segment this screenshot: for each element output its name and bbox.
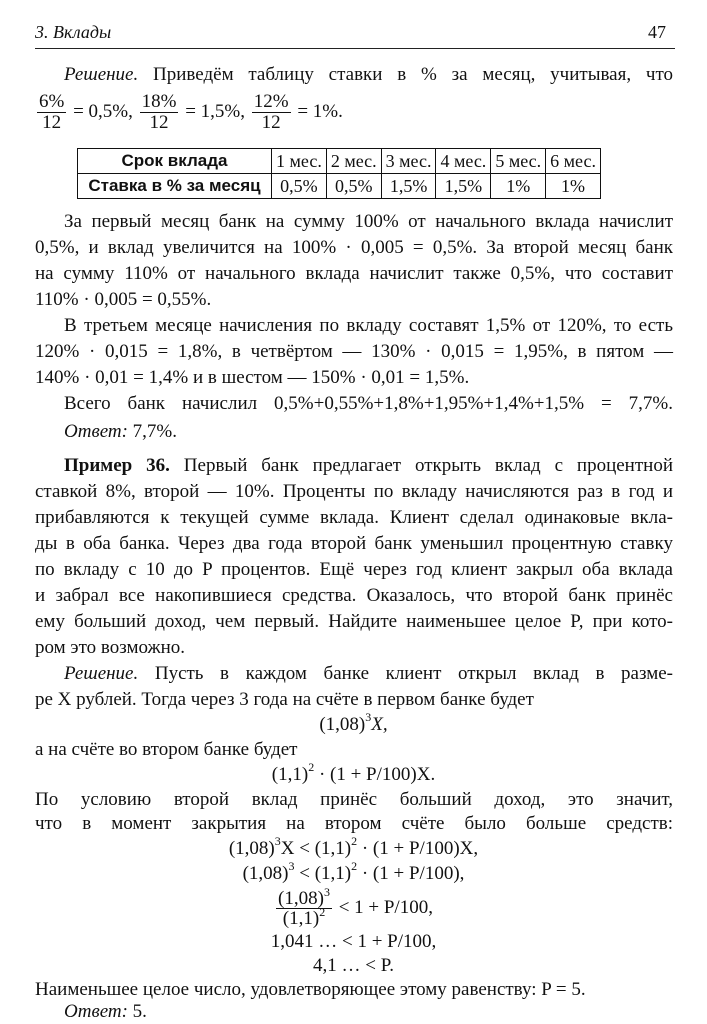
text-line: и забрал все накопившиеся средства. Оказалось, что второй банк принёс	[35, 585, 673, 606]
text-line: 0,5%, и вклад увеличится на 100% · 0,005 = 0,5%. За второй месяц банк	[35, 237, 673, 258]
formula: $(1,08)^3X$,	[319, 710, 388, 735]
table-cell: 3 мес.	[381, 149, 436, 174]
text-line: За первый месяц банк на сумму 100% от начального вклада начислит	[64, 211, 673, 232]
table-cell: 0,5%	[272, 174, 327, 199]
text-line: 110% · 0,005 = 0,55%.	[35, 289, 212, 310]
text-line: ставкой 8%, второй — 10%. Проценты по вкладу начисляются раз в год и	[35, 481, 673, 502]
fraction: $\frac{(1,08)^3}{(1,1)^2}$	[278, 885, 330, 930]
text-line: ром это возможно.	[35, 637, 186, 658]
solution-line: Решение. Пусть в каждом банке клиент открыл вклад в разме-	[64, 663, 673, 684]
text-line: ему больший доход, чем первый. Найдите наименьшее целое P, при кото-	[35, 611, 673, 632]
fraction: $\frac{18\%}{12}$	[141, 91, 177, 133]
text-line: на сумму 110% от начального вклада начислит также 0,5%, что составит	[35, 263, 673, 284]
text-line: что в момент закрытия на втором счёте было больше средств:	[35, 813, 673, 834]
header-rule	[35, 48, 675, 49]
table-cell: 2 мес.	[326, 149, 381, 174]
text-line: 140% · 0,01 = 1,4% и в шестом — 150% · 0,01 = 1,5%.	[35, 367, 470, 388]
conclusion-line: Наименьшее целое число, удовлетворяющее этому равенству: P = 5.	[35, 979, 586, 1000]
answer-line: Ответ: 5.	[64, 1001, 147, 1022]
formula: 1,041 … < 1 + P/100,	[270, 931, 437, 952]
formula: $\frac{(1,08)^3}{(1,1)^2}$ < 1 + P/100,	[278, 885, 433, 930]
text-line: 120% · 0,015 = 1,8%, в четвёртом — 130% · 0,015 = 1,95%, в пятом —	[35, 341, 673, 362]
table-cell: 0,5%	[326, 174, 381, 199]
text-line: По условию второй вклад принёс больший доход, это значит,	[35, 789, 673, 810]
example-line: Пример 36. Первый банк предлагает открыть вклад с процентной	[64, 455, 673, 476]
text-line: по вкладу с 10 до P процентов. Ещё через год клиент закрыл оба вклада	[35, 559, 673, 580]
table-cell: 6 мес.	[546, 149, 601, 174]
table-cell: 5 мес.	[491, 149, 546, 174]
table-cell: 1%	[546, 174, 601, 199]
table-cell: 1 мес.	[272, 149, 327, 174]
row-header: Срок вклада	[78, 149, 272, 174]
text-line: Всего банк начислил 0,5%+0,55%+1,8%+1,95%+1,4%+1,5% = 7,7%.	[64, 393, 673, 414]
formula: $(1,08)^3 < (1,1)^2 \cdot (1 + P/100)$,	[242, 859, 465, 884]
formula: $(1,1)^2 \cdot (1 + P/100)X$.	[271, 760, 436, 785]
table-cell: 1%	[491, 174, 546, 199]
answer-line: Ответ: 7,7%.	[64, 421, 177, 442]
table-cell: 1,5%	[381, 174, 436, 199]
table-row	[78, 149, 601, 174]
fractions-line: $\frac{6\%}{12}$ = 0,5%, $\frac{18\%}{12}$ = 1,5%, $\frac{12\%}{12}$ = 1%.	[39, 91, 343, 133]
table-cell: 1,5%	[436, 174, 491, 199]
chapter-title: 3. Вклады	[35, 22, 112, 42]
text-line: а на счёте во втором банке будет	[35, 739, 298, 760]
fraction: $\frac{6\%}{12}$	[39, 91, 65, 133]
solution-intro: Решение. Приведём таблицу ставки в % за месяц, учитывая, что	[64, 64, 674, 85]
text-line: ды в оба банка. Через два года второй банк уменьшил процентную ставку	[35, 533, 673, 554]
row-header: Ставка в % за месяц	[78, 174, 272, 199]
text-line: прибавляются к текущей сумме вклада. Клиент сделал одинаковые вкла-	[35, 507, 673, 528]
text-line: В третьем месяце начисления по вкладу составят 1,5% от 120%, то есть	[64, 315, 673, 336]
formula: $(1,08)^3X < (1,1)^2 \cdot (1 + P/100)X$,	[228, 834, 479, 859]
formula: 4,1 … < P.	[313, 955, 394, 976]
table-row	[78, 174, 601, 199]
text-line: ре X рублей. Тогда через 3 года на счёте в первом банке будет	[35, 689, 534, 710]
rate-table	[77, 148, 601, 199]
page-number: 47	[648, 22, 666, 42]
fraction: $\frac{12\%}{12}$	[253, 91, 289, 133]
table-cell: 4 мес.	[436, 149, 491, 174]
